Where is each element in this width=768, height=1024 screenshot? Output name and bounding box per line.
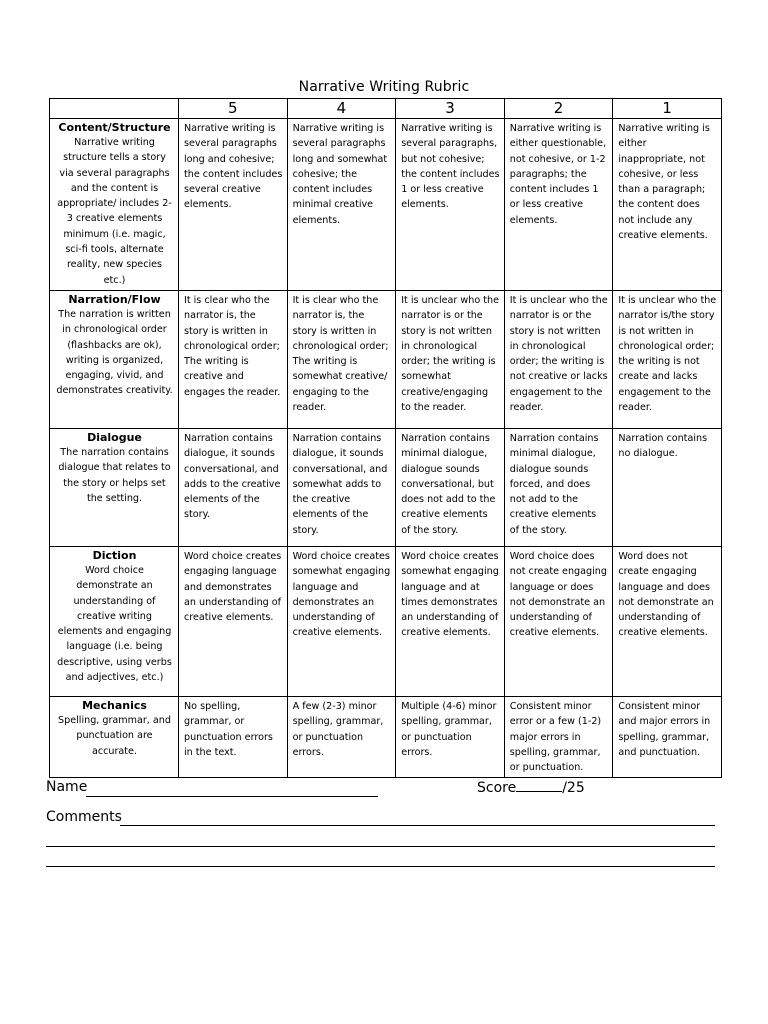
rubric-cell-score-5: Word choice creates engaging language and demonstrates an understanding of creative elements. — [179, 546, 288, 696]
rubric-cell-score-4: Word choice creates somewhat engaging language and demonstrates an understanding of creative elements. — [287, 546, 396, 696]
rubric-cell-score-3: It is unclear who the narrator is or the story is not written in chronological order; the writing is somewhat creative/engaging to the reader. — [396, 290, 505, 428]
rubric-cell-score-1: Consistent minor and major errors in spelling, grammar, and punctuation. — [613, 696, 722, 777]
score-total: /25 — [562, 780, 585, 796]
rubric-cell-score-1: It is unclear who the narrator is/the story is not written in chronological order; the writing is not create and lacks engagement to the reader. — [613, 290, 722, 428]
rubric-cell-score-5: Narration contains dialogue, it sounds conversational, and adds to the creative elements of the story. — [179, 428, 288, 546]
score-label — [477, 779, 585, 796]
header-row — [50, 99, 722, 119]
rubric-table — [49, 98, 722, 778]
score-header-2: 2 — [504, 99, 613, 119]
rubric-cell-score-4: Narrative writing is several paragraphs long and somewhat cohesive; the content includes minimal creative elements. — [287, 119, 396, 291]
rubric-cell-score-2: It is unclear who the narrator is or the story is not written in chronological order; the writing is not creative or lacks engagement to the reader. — [504, 290, 613, 428]
criterion-title: Diction — [92, 548, 137, 562]
criterion-row-dialogue — [50, 428, 722, 546]
rubric-cell-score-5: No spelling, grammar, or punctuation errors in the text. — [179, 696, 288, 777]
rubric-cell-score-1: Narrative writing is either inappropriate, not cohesive, or less than a paragraph; the content does not include any creative elements. — [613, 119, 722, 291]
score-blank[interactable] — [516, 779, 562, 792]
rubric-cell-score-5: It is clear who the narrator is, the story is written in chronological order; The writing is creative and engages the reader. — [179, 290, 288, 428]
page-title: Narrative Writing Rubric — [298, 79, 470, 95]
rubric-cell-score-2: Narrative writing is either questionable, not cohesive, or 1-2 paragraphs; the content includes 1 or less creative elements. — [504, 119, 613, 291]
criterion-description: Spelling, grammar, and punctuation are accurate. — [58, 714, 171, 757]
rubric-cell-score-3: Multiple (4-6) minor spelling, grammar, or punctuation errors. — [396, 696, 505, 777]
rubric-cell-score-4: Narration contains dialogue, it sounds conversational, and somewhat adds to the creative elements of the story. — [287, 428, 396, 546]
rubric-cell-score-2: Narration contains minimal dialogue, dialogue sounds forced, and does not add to the creative elements of the story. — [504, 428, 613, 546]
rubric-cell-score-3: Narrative writing is several paragraphs, but not cohesive; the content includes 1 or less creative elements. — [396, 119, 505, 291]
header-corner-cell — [50, 99, 179, 119]
comments-line[interactable] — [46, 846, 715, 847]
comments-line[interactable] — [120, 825, 715, 826]
criterion-cell — [50, 428, 179, 546]
criterion-row-mechanics — [50, 696, 722, 777]
rubric-cell-score-1: Word does not create engaging language and does not demonstrate an understanding of creative elements. — [613, 546, 722, 696]
rubric-cell-score-4: A few (2-3) minor spelling, grammar, or punctuation errors. — [287, 696, 396, 777]
criterion-title: Narration/Flow — [68, 292, 161, 306]
score-header-1: 1 — [613, 99, 722, 119]
criterion-cell — [50, 696, 179, 777]
criterion-cell — [50, 546, 179, 696]
criterion-cell — [50, 119, 179, 291]
rubric-cell-score-2: Consistent minor error or a few (1-2) major errors in spelling, grammar, or punctuation. — [504, 696, 613, 777]
score-header-3: 3 — [396, 99, 505, 119]
criterion-description: The narration contains dialogue that relates to the story or helps set the setting. — [58, 446, 171, 504]
criterion-title: Mechanics — [82, 698, 147, 712]
rubric-cell-score-1: Narration contains no dialogue. — [613, 428, 722, 546]
rubric-cell-score-2: Word choice does not create engaging language or does not demonstrate an understanding of creative elements. — [504, 546, 613, 696]
name-line[interactable] — [86, 796, 378, 797]
criterion-description: Narrative writing structure tells a story via several paragraphs and the content is appropriate/ includes 2-3 creative elements minimum (i.e. magic, sci-fi tools, alternate reality, new species etc.) — [57, 137, 172, 286]
name-label: Name — [46, 779, 88, 795]
rubric-cell-score-3: Word choice creates somewhat engaging language and at times demonstrates an understanding of creative elements. — [396, 546, 505, 696]
comments-line[interactable] — [46, 866, 715, 867]
rubric-cell-score-4: It is clear who the narrator is, the story is written in chronological order; The writing is somewhat creative/ engaging to the reader. — [287, 290, 396, 428]
criterion-description: Word choice demonstrate an understanding of creative writing elements and engaging language (i.e. being descriptive, using verbs and adjectives, etc.) — [57, 564, 172, 684]
criterion-cell — [50, 290, 179, 428]
criterion-description: The narration is written in chronological order (flashbacks are ok), writing is organized, engaging, vivid, and demonstrates creativity. — [56, 308, 173, 397]
criterion-title: Dialogue — [87, 430, 142, 444]
criterion-row-diction — [50, 546, 722, 696]
rubric-cell-score-3: Narration contains minimal dialogue, dialogue sounds conversational, but does not add to the creative elements of the story. — [396, 428, 505, 546]
comments-label: Comments — [46, 809, 122, 825]
criterion-row-content-structure — [50, 119, 722, 291]
criterion-row-narration-flow — [50, 290, 722, 428]
rubric-cell-score-5: Narrative writing is several paragraphs long and cohesive; the content includes several creative elements. — [179, 119, 288, 291]
score-header-4: 4 — [287, 99, 396, 119]
score-header-5: 5 — [179, 99, 288, 119]
criterion-title: Content/Structure — [58, 121, 171, 134]
score-label-text: Score — [477, 780, 517, 796]
